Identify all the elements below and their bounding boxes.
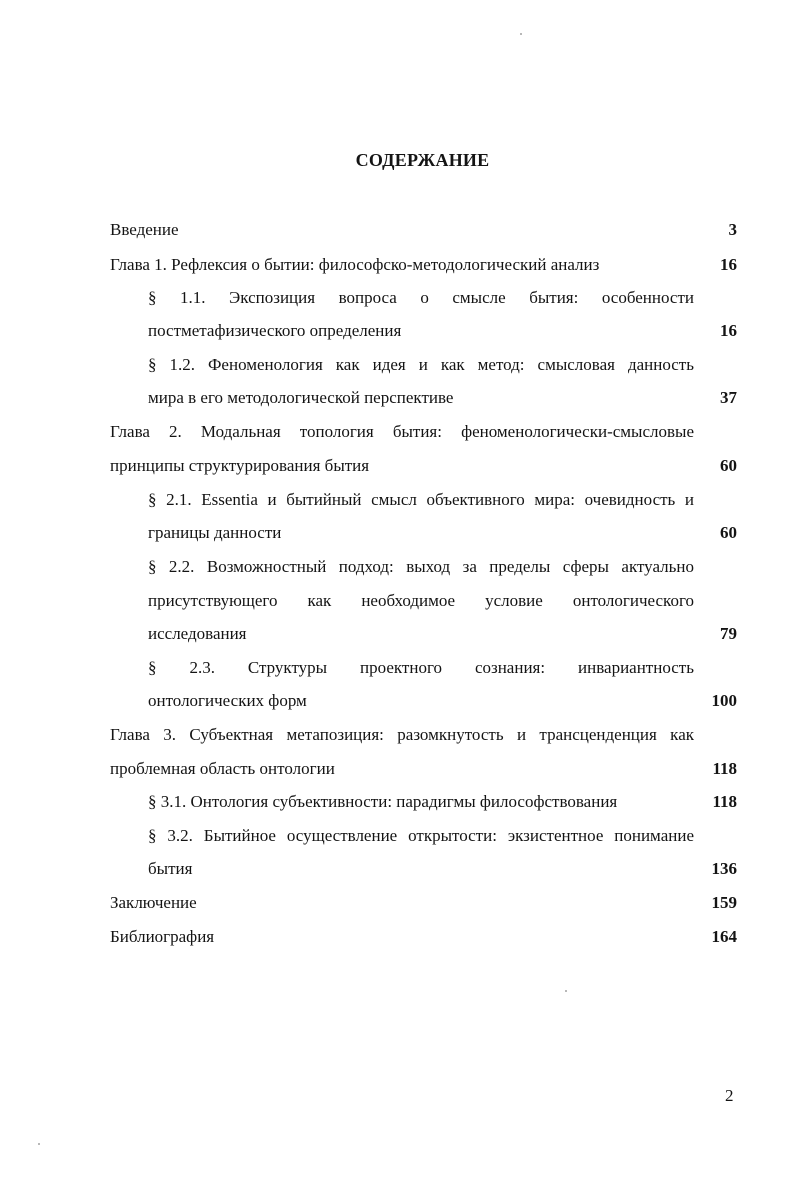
toc-entry-conclusion: Заключение (110, 893, 197, 912)
toc-entry-section-2-2-line-2: присутствующего как необходимое условие онтологического (148, 591, 694, 610)
toc-entry-section-3-2-line-2: бытия (148, 859, 193, 878)
toc-entry-chapter-1: Глава 1. Рефлексия о бытии: философско-методологический анализ (110, 255, 600, 274)
toc-entry-section-3-2-line-1: § 3.2. Бытийное осуществление открытости: экзистентное понимание (148, 826, 694, 845)
toc-page-section-2-1: 60 (720, 523, 737, 542)
toc-entry-section-1-1-line-1: § 1.1. Экспозиция вопроса о смысле бытия: особенности (148, 288, 694, 307)
toc-entry-section-1-1-line-2: постметафизического определения (148, 321, 402, 340)
toc-entry-section-2-3-line-1: § 2.3. Структуры проектного сознания: инвариантность (148, 658, 694, 677)
toc-entry-section-3-1: § 3.1. Онтология субъективности: парадигмы философствования (148, 792, 618, 811)
toc-page-section-3-2: 136 (711, 859, 737, 878)
toc-entry-section-2-3-line-2: онтологических форм (148, 691, 307, 710)
toc-entry-chapter-2-line-2: принципы структурирования бытия (110, 456, 370, 475)
toc-entry-section-2-1-line-1: § 2.1. Essentia и бытийный смысл объективного мира: очевидность и (148, 490, 694, 509)
toc-page-bibliography: 164 (711, 927, 737, 946)
toc-page-section-2-2: 79 (720, 624, 737, 643)
toc-page-section-2-3: 100 (711, 691, 737, 710)
toc-page-chapter-1: 16 (720, 255, 737, 274)
toc-entry-bibliography: Библиография (110, 927, 215, 946)
toc-page-section-1-2: 37 (720, 388, 737, 407)
toc-entry-section-2-2-line-3: исследования (148, 624, 247, 643)
page-number: 2 (725, 1086, 734, 1105)
scan-speck (565, 990, 567, 992)
toc-entry-section-2-1-line-2: границы данности (148, 523, 282, 542)
scan-speck (38, 1143, 40, 1145)
toc-entry-introduction: Введение (110, 220, 179, 239)
toc-page-section-1-1: 16 (720, 321, 737, 340)
toc-entry-chapter-3-line-2: проблемная область онтологии (110, 759, 335, 778)
toc-page-chapter-2: 60 (720, 456, 737, 475)
toc-entry-section-1-2-line-2: мира в его методологической перспективе (148, 388, 454, 407)
toc-entry-section-2-2-line-1: § 2.2. Возможностный подход: выход за пределы сферы актуально (148, 557, 694, 576)
toc-entry-chapter-2-line-1: Глава 2. Модальная топология бытия: феноменологически-смысловые (110, 422, 694, 441)
toc-page-chapter-3: 118 (712, 759, 737, 778)
toc-entry-section-1-2-line-1: § 1.2. Феноменология как идея и как метод: смысловая данность (148, 355, 694, 374)
toc-entry-chapter-3-line-1: Глава 3. Субъектная метапозиция: разомкнутость и трансценденция как (110, 725, 694, 744)
toc-page-section-3-1: 118 (712, 792, 737, 811)
scan-speck (520, 33, 522, 35)
toc-title: СОДЕРЖАНИЕ (355, 150, 490, 170)
toc-page-conclusion: 159 (711, 893, 737, 912)
toc-page-introduction: 3 (728, 220, 737, 239)
